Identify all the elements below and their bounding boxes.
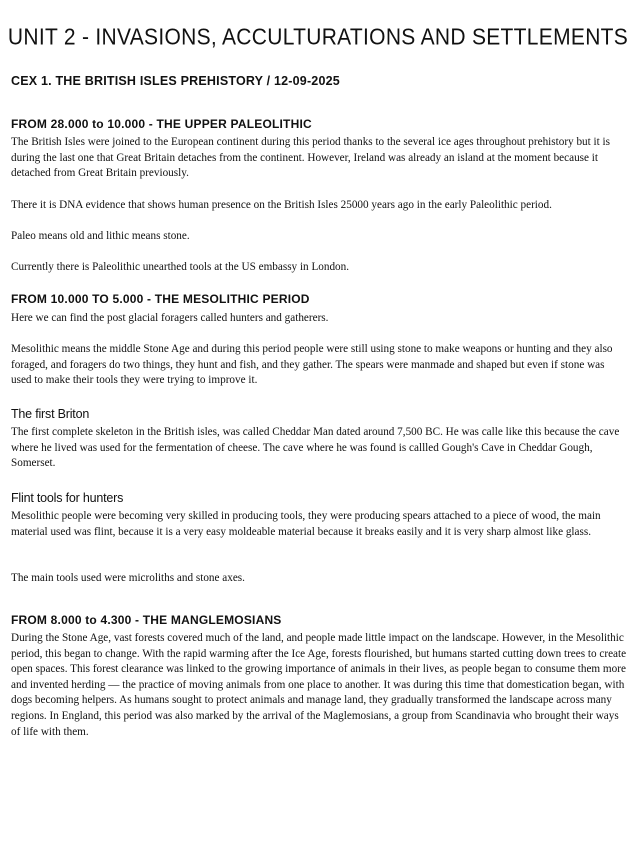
heading-flint-tools: Flint tools for hunters bbox=[11, 491, 124, 505]
paragraph-paleolithic-2: There it is DNA evidence that shows human presence on the British Isles 25000 years ago in the early Paleolithic period. bbox=[11, 199, 552, 211]
heading-first-briton: The first Briton bbox=[11, 407, 90, 421]
page-title: UNIT 2 - INVASIONS, ACCULTURATIONS AND SETTLEMENTS bbox=[7, 25, 629, 50]
heading-paleolithic: FROM 28.000 to 10.000 - THE UPPER PALEOLITHIC bbox=[11, 117, 312, 131]
paragraph-manglemosians: During the Stone Age, vast forests covered much of the land, and people made little impact on the landscape. However, in the Mesolithic period, this began to change. With the rapid warming after the Ice Age, forests flourished, but humans started cutting down trees to create open spaces. This forest clearance was linked to the growing importance of animals in their lives, as people began to consume them more and invented herding — the practice of moving animals from one place to another. It was during this time that domestication began, with dogs becoming helpers. As humans sought to protect animals and manage land, they gradually transformed the landscape across many regions. In England, this period was also marked by the arrival of the Maglemosians, a group from Scandinavia who brought their ways of life with them. bbox=[11, 632, 627, 738]
paragraph-first-briton: The first complete skeleton in the British isles, was called Cheddar Man dated around 7,500 BC. He was calle like this because the cave where he lived was used for the fermentation of cheese. The cave where he was found is callled Gough's Cave in Cheddar Gough, Somerset. bbox=[11, 426, 620, 470]
paragraph-mesolithic-2: Mesolithic means the middle Stone Age and during this period people were still using stone to make weapons or hunting and they also foraged, and foragers do two things, they hunt and fish, and they gather. The spears were manmade and shaped but even if stone was used to make their tools they were trying to improve it. bbox=[11, 343, 613, 387]
page-subtitle: CEX 1. THE BRITISH ISLES PREHISTORY / 12-09-2025 bbox=[11, 74, 340, 88]
heading-manglemosians: FROM 8.000 to 4.300 - THE MANGLEMOSIANS bbox=[11, 613, 282, 627]
heading-mesolithic: FROM 10.000 TO 5.000 - THE MESOLITHIC PERIOD bbox=[11, 292, 310, 306]
paragraph-paleolithic-1: The British Isles were joined to the European continent during this period thanks to the several ice ages throughout prehistory but it is during the last one that Great Britain detaches from the continent. However, Ireland was already an island at the moment because it detached from Great Britain previously. bbox=[11, 136, 611, 180]
paragraph-flint-1: Mesolithic people were becoming very skilled in producing tools, they were producing spears attached to a piece of wood, the main material used was flint, because it is a very easy moldeable material because it breaks easily and it is very sharp almost like glass. bbox=[11, 510, 601, 538]
paragraph-paleolithic-4: Currently there is Paleolithic unearthed tools at the US embassy in London. bbox=[11, 261, 350, 273]
paragraph-paleolithic-3: Paleo means old and lithic means stone. bbox=[11, 230, 190, 242]
paragraph-mesolithic-1: Here we can find the post glacial foragers called hunters and gatherers. bbox=[11, 312, 329, 324]
paragraph-flint-2: The main tools used were microliths and stone axes. bbox=[11, 572, 245, 584]
